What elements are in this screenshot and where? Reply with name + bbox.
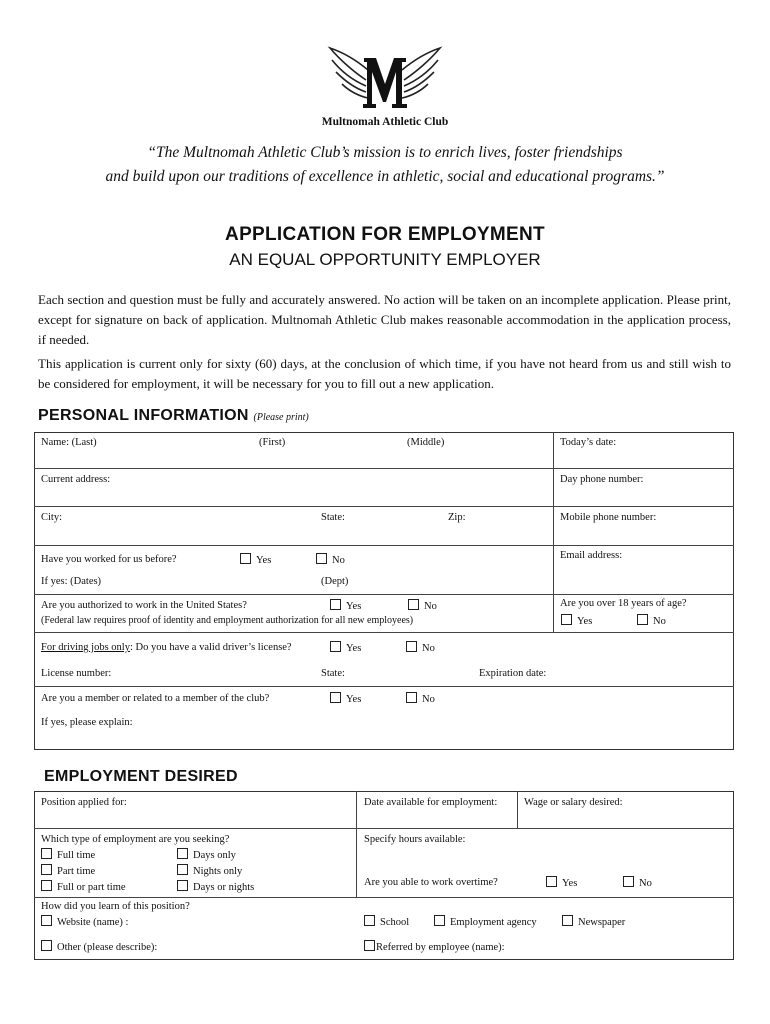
website-option[interactable] bbox=[41, 915, 128, 928]
overtime-yes[interactable] bbox=[546, 876, 577, 889]
federal-law-note: (Federal law requires proof of identity and employment authorization for all new employees) bbox=[41, 615, 414, 626]
name-last-field[interactable]: Name: (Last) bbox=[41, 437, 97, 448]
over-18-yes[interactable] bbox=[561, 614, 592, 627]
employment-type-question: Which type of employment are you seeking? bbox=[41, 834, 230, 845]
mission-line-1: “The Multnomah Athletic Club’s mission is to enrich lives, foster friendships bbox=[147, 144, 623, 161]
state-field[interactable]: State: bbox=[321, 512, 345, 523]
club-name: Multnomah Athletic Club bbox=[321, 116, 449, 128]
full-or-part-label: Full or part time bbox=[57, 882, 126, 893]
part-time-option[interactable] bbox=[41, 864, 95, 877]
referred-option[interactable] bbox=[364, 940, 505, 953]
newspaper-option[interactable] bbox=[562, 915, 625, 928]
winged-m-logo-icon bbox=[326, 44, 444, 116]
days-only-label: Days only bbox=[193, 850, 236, 861]
employment-agency-label: Employment agency bbox=[450, 917, 537, 928]
license-number-field[interactable]: License number: bbox=[41, 668, 112, 679]
checkbox-icon[interactable] bbox=[41, 940, 52, 951]
school-label: School bbox=[380, 917, 410, 928]
member-related-yes[interactable] bbox=[330, 692, 361, 705]
other-label: Other (please describe): bbox=[57, 942, 158, 953]
checkbox-icon[interactable] bbox=[364, 940, 375, 951]
no-label: No bbox=[332, 555, 345, 566]
checkbox-icon[interactable] bbox=[546, 876, 557, 887]
drivers-license-question: : Do you have a valid driver’s license? bbox=[129, 642, 292, 653]
intro-paragraph-2: This application is current only for sixty (60) days, at the conclusion of which time, if you have not heard from us and still wish to be considered for employment, it will be necessary for you to fill out a new application. bbox=[38, 356, 731, 391]
part-time-label: Part time bbox=[57, 866, 96, 877]
checkbox-icon[interactable] bbox=[41, 848, 52, 859]
column-divider bbox=[517, 791, 518, 828]
yes-label: Yes bbox=[346, 601, 362, 612]
nights-only-option[interactable] bbox=[177, 864, 242, 877]
worked-before-no[interactable] bbox=[316, 553, 345, 566]
overtime-no[interactable] bbox=[623, 876, 652, 889]
divider bbox=[34, 632, 734, 633]
name-middle-field[interactable]: (Middle) bbox=[407, 437, 445, 448]
no-label: No bbox=[424, 601, 437, 612]
checkbox-icon[interactable] bbox=[330, 641, 341, 652]
license-state-field[interactable]: State: bbox=[321, 668, 345, 679]
drivers-license-no[interactable] bbox=[406, 641, 435, 654]
hours-available-field[interactable]: Specify hours available: bbox=[364, 834, 466, 845]
personal-info-title: PERSONAL INFORMATION bbox=[38, 407, 249, 424]
checkbox-icon[interactable] bbox=[330, 599, 341, 610]
no-label: No bbox=[639, 878, 652, 889]
checkbox-icon[interactable] bbox=[408, 599, 419, 610]
overtime-question: Are you able to work overtime? bbox=[364, 877, 498, 888]
website-label: Website (name) : bbox=[57, 917, 129, 928]
intro-paragraph-1: Each section and question must be fully and accurately answered. No action will be taken on an incomplete application. Please print, except for signature on back of application. Multnomah Athletic Club makes reasonable accommodation in the application process, if needed. bbox=[38, 292, 731, 347]
divider bbox=[34, 828, 734, 829]
referred-label: Referred by employee (name): bbox=[376, 942, 505, 953]
checkbox-icon[interactable] bbox=[330, 692, 341, 703]
checkbox-icon[interactable] bbox=[177, 864, 188, 875]
days-or-nights-option[interactable] bbox=[177, 880, 254, 893]
zip-field[interactable]: Zip: bbox=[448, 512, 466, 523]
page-title: APPLICATION FOR EMPLOYMENT bbox=[225, 224, 545, 245]
newspaper-label: Newspaper bbox=[578, 917, 626, 928]
checkbox-icon[interactable] bbox=[41, 864, 52, 875]
divider bbox=[34, 468, 734, 469]
authorized-question: Are you authorized to work in the United States? bbox=[41, 600, 247, 611]
page-subtitle: AN EQUAL OPPORTUNITY EMPLOYER bbox=[229, 250, 541, 269]
nights-only-label: Nights only bbox=[193, 866, 243, 877]
divider bbox=[34, 897, 734, 898]
days-or-nights-label: Days or nights bbox=[193, 882, 255, 893]
no-label: No bbox=[422, 643, 435, 654]
drivers-license-yes[interactable] bbox=[330, 641, 361, 654]
learn-of-position-question: How did you learn of this position? bbox=[41, 901, 190, 912]
personal-info-note: (Please print) bbox=[253, 412, 309, 423]
yes-label: Yes bbox=[256, 555, 272, 566]
days-only-option[interactable] bbox=[177, 848, 236, 861]
yes-label: Yes bbox=[562, 878, 578, 889]
checkbox-icon[interactable] bbox=[177, 848, 188, 859]
checkbox-icon[interactable] bbox=[240, 553, 251, 564]
checkbox-icon[interactable] bbox=[623, 876, 634, 887]
worked-before-question: Have you worked for us before? bbox=[41, 554, 177, 565]
checkbox-icon[interactable] bbox=[434, 915, 445, 926]
other-option[interactable] bbox=[41, 940, 157, 953]
authorized-yes[interactable] bbox=[330, 599, 361, 612]
email-field[interactable]: Email address: bbox=[560, 550, 623, 561]
yes-label: Yes bbox=[346, 643, 362, 654]
yes-label: Yes bbox=[346, 694, 362, 705]
dept-field[interactable]: (Dept) bbox=[321, 576, 349, 587]
divider bbox=[34, 594, 734, 595]
employment-agency-option[interactable] bbox=[434, 915, 537, 928]
checkbox-icon[interactable] bbox=[41, 915, 52, 926]
divider bbox=[34, 686, 734, 687]
over-18-no[interactable] bbox=[637, 614, 666, 627]
full-time-label: Full time bbox=[57, 850, 96, 861]
city-field[interactable]: City: bbox=[41, 512, 63, 523]
checkbox-icon[interactable] bbox=[637, 614, 648, 625]
driving-question bbox=[41, 642, 292, 653]
right-column-divider bbox=[553, 432, 554, 632]
checkbox-icon[interactable] bbox=[561, 614, 572, 625]
divider bbox=[34, 506, 734, 507]
worked-before-yes[interactable] bbox=[240, 553, 271, 566]
member-related-no[interactable] bbox=[406, 692, 435, 705]
no-label: No bbox=[422, 694, 435, 705]
yes-label: Yes bbox=[577, 616, 593, 627]
over-18-question: Are you over 18 years of age? bbox=[560, 598, 687, 609]
employment-desired-heading: EMPLOYMENT DESIRED bbox=[44, 768, 238, 785]
checkbox-icon[interactable] bbox=[364, 915, 375, 926]
member-related-question: Are you a member or related to a member of the club? bbox=[41, 693, 270, 704]
driving-jobs-label: For driving jobs only bbox=[41, 642, 130, 653]
full-or-part-option[interactable] bbox=[41, 880, 126, 893]
column-divider bbox=[356, 791, 357, 897]
position-applied-field[interactable]: Position applied for: bbox=[41, 797, 127, 808]
checkbox-icon[interactable] bbox=[177, 880, 188, 891]
mission-line-2: and build upon our traditions of excellence in athletic, social and educational programs.” bbox=[105, 168, 665, 185]
date-available-field[interactable]: Date available for employment: bbox=[364, 797, 498, 808]
checkbox-icon[interactable] bbox=[562, 915, 573, 926]
authorized-no[interactable] bbox=[408, 599, 437, 612]
full-time-option[interactable] bbox=[41, 848, 95, 861]
day-phone-field[interactable]: Day phone number: bbox=[560, 474, 644, 485]
wage-desired-field[interactable]: Wage or salary desired: bbox=[524, 797, 623, 808]
name-first-field[interactable]: (First) bbox=[259, 437, 286, 448]
if-yes-dates-field[interactable]: If yes: (Dates) bbox=[41, 576, 102, 587]
personal-info-heading bbox=[38, 407, 309, 425]
checkbox-icon[interactable] bbox=[406, 641, 417, 652]
school-option[interactable] bbox=[364, 915, 409, 928]
checkbox-icon[interactable] bbox=[316, 553, 327, 564]
if-yes-explain-field[interactable]: If yes, please explain: bbox=[41, 717, 133, 728]
checkbox-icon[interactable] bbox=[41, 880, 52, 891]
current-address-field[interactable]: Current address: bbox=[41, 474, 111, 485]
divider bbox=[34, 545, 734, 546]
mobile-phone-field[interactable]: Mobile phone number: bbox=[560, 512, 657, 523]
todays-date-field[interactable]: Today’s date: bbox=[560, 437, 617, 448]
checkbox-icon[interactable] bbox=[406, 692, 417, 703]
license-expiration-field[interactable]: Expiration date: bbox=[479, 668, 547, 679]
no-label: No bbox=[653, 616, 666, 627]
